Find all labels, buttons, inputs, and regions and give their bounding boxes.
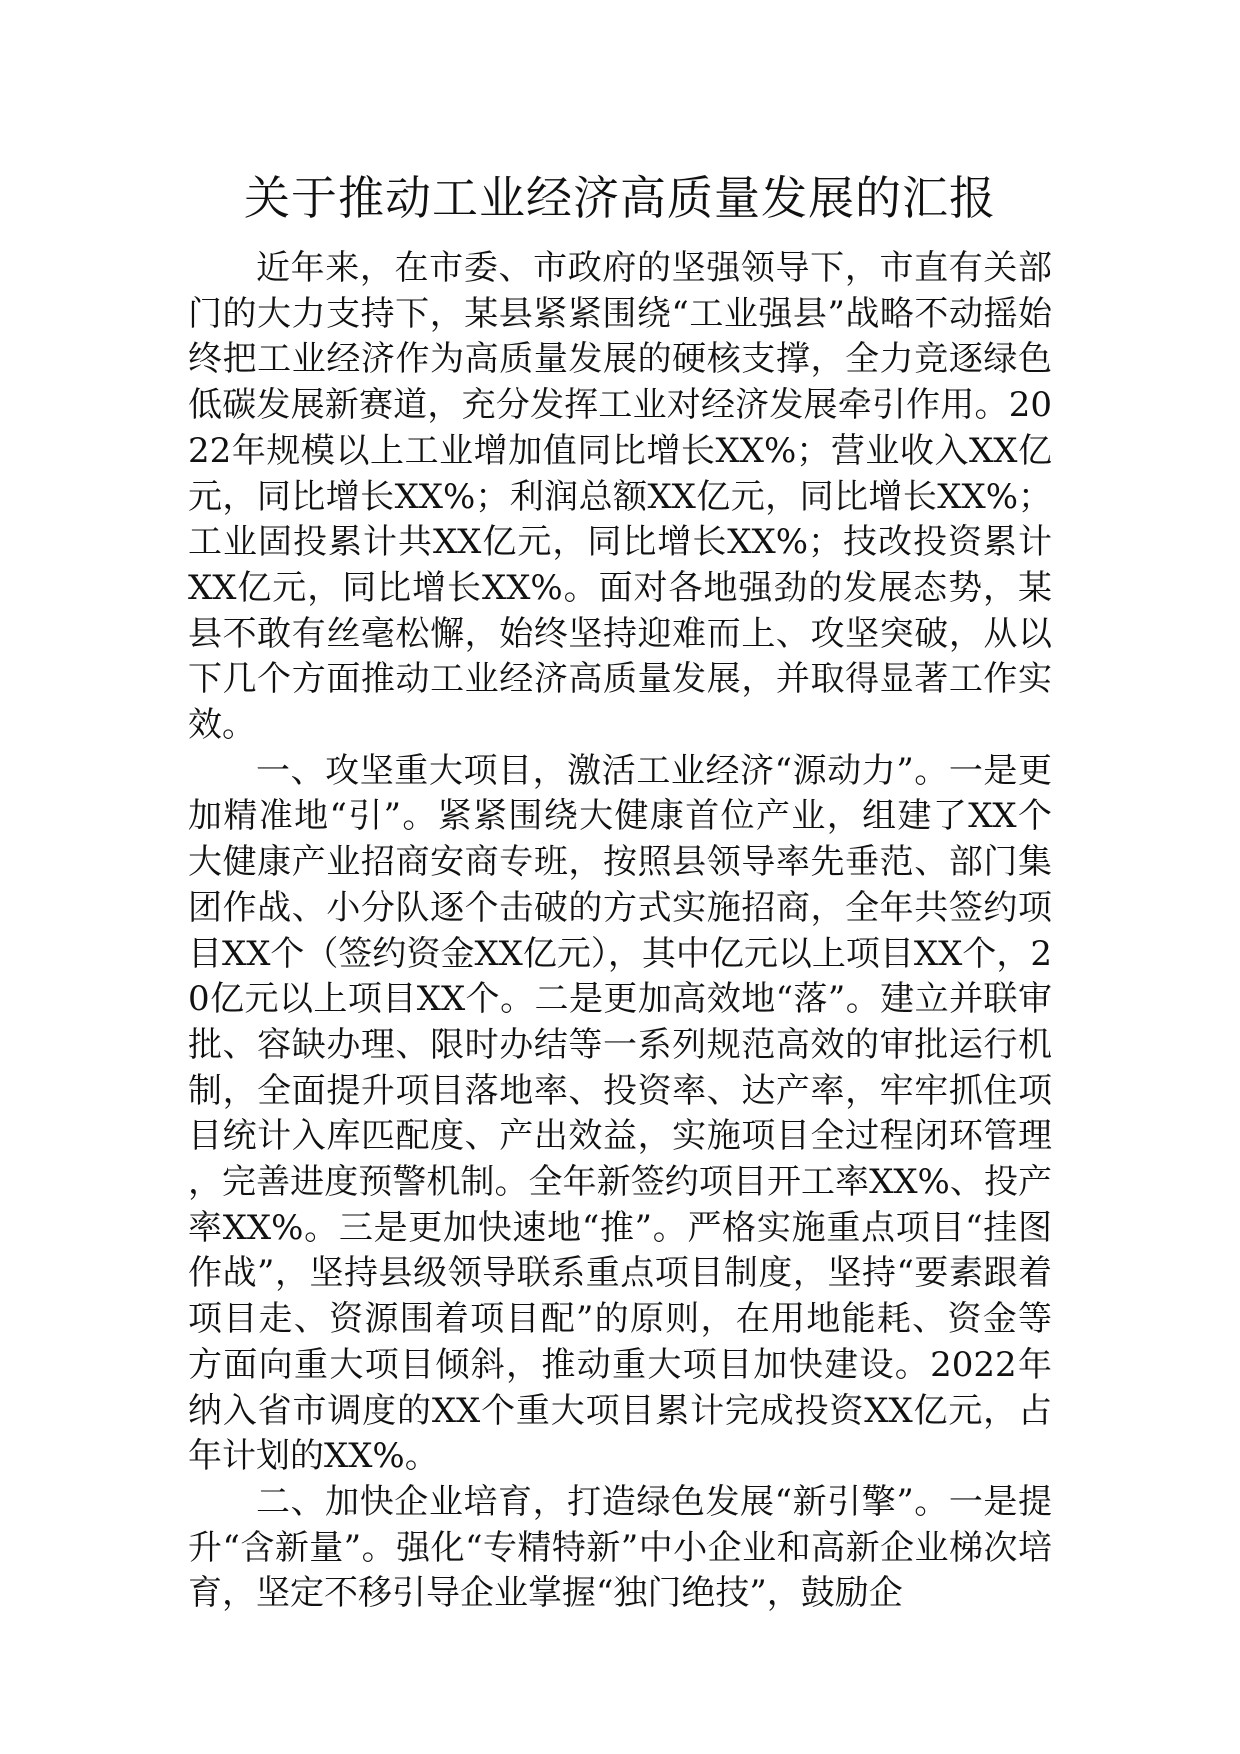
- paragraph-section-1: 一、攻坚重大项目，激活工业经济“源动力”。一是更加精准地“引”。紧紧围绕大健康首位产业，组建了XX个大健康产业招商安商专班，按照县领导率先垂范、部门集团作战、小分队逐个击破的方式实施招商，全年共签约项目XX个（签约资金XX亿元），其中亿元以上项目XX个，20亿元以上项目XX个。二是更加高效地“落”。建立并联审批、容缺办理、限时办结等一系列规范高效的审批运行机制，全面提升项目落地率、投资率、达产率，牢牢抓住项目统计入库匹配度、产出效益，实施项目全过程闭环管理，完善进度预警机制。全年新签约项目开工率XX%、投产率XX%。三是更加快速地“推”。严格实施重点项目“挂图作战”，坚持县级领导联系重点项目制度，坚持“要素跟着项目走、资源围着项目配”的原则，在用地能耗、资金等方面向重大项目倾斜，推动重大项目加快建设。2022年纳入省市调度的XX个重大项目累计完成投资XX亿元，占年计划的XX%。: [188, 750, 1052, 1477]
- document-title: 关于推动工业经济高质量发展的汇报: [244, 171, 996, 225]
- document-body: [188, 246, 1052, 1617]
- paragraph-intro: 近年来，在市委、市政府的坚强领导下，市直有关部门的大力支持下，某县紧紧围绕“工业强县”战略不动摇始终把工业经济作为高质量发展的硬核支撑，全力竞逐绿色低碳发展新赛道，充分发挥工业对经济发展牵引作用。2022年规模以上工业增加值同比增长XX%；营业收入XX亿元，同比增长XX%；利润总额XX亿元，同比增长XX%；工业固投累计共XX亿元，同比增长XX%；技改投资累计XX亿元，同比增长XX%。面对各地强劲的发展态势，某县不敢有丝毫松懈，始终坚持迎难而上、攻坚突破，从以下几个方面推动工业经济高质量发展，并取得显著工作实效。: [188, 248, 1052, 746]
- paragraph-section-2: 二、加快企业培育，打造绿色发展“新引擎”。一是提升“含新量”。强化“专精特新”中小企业和高新企业梯次培育，坚定不移引导企业掌握“独门绝技”，鼓励企: [188, 1481, 1052, 1614]
